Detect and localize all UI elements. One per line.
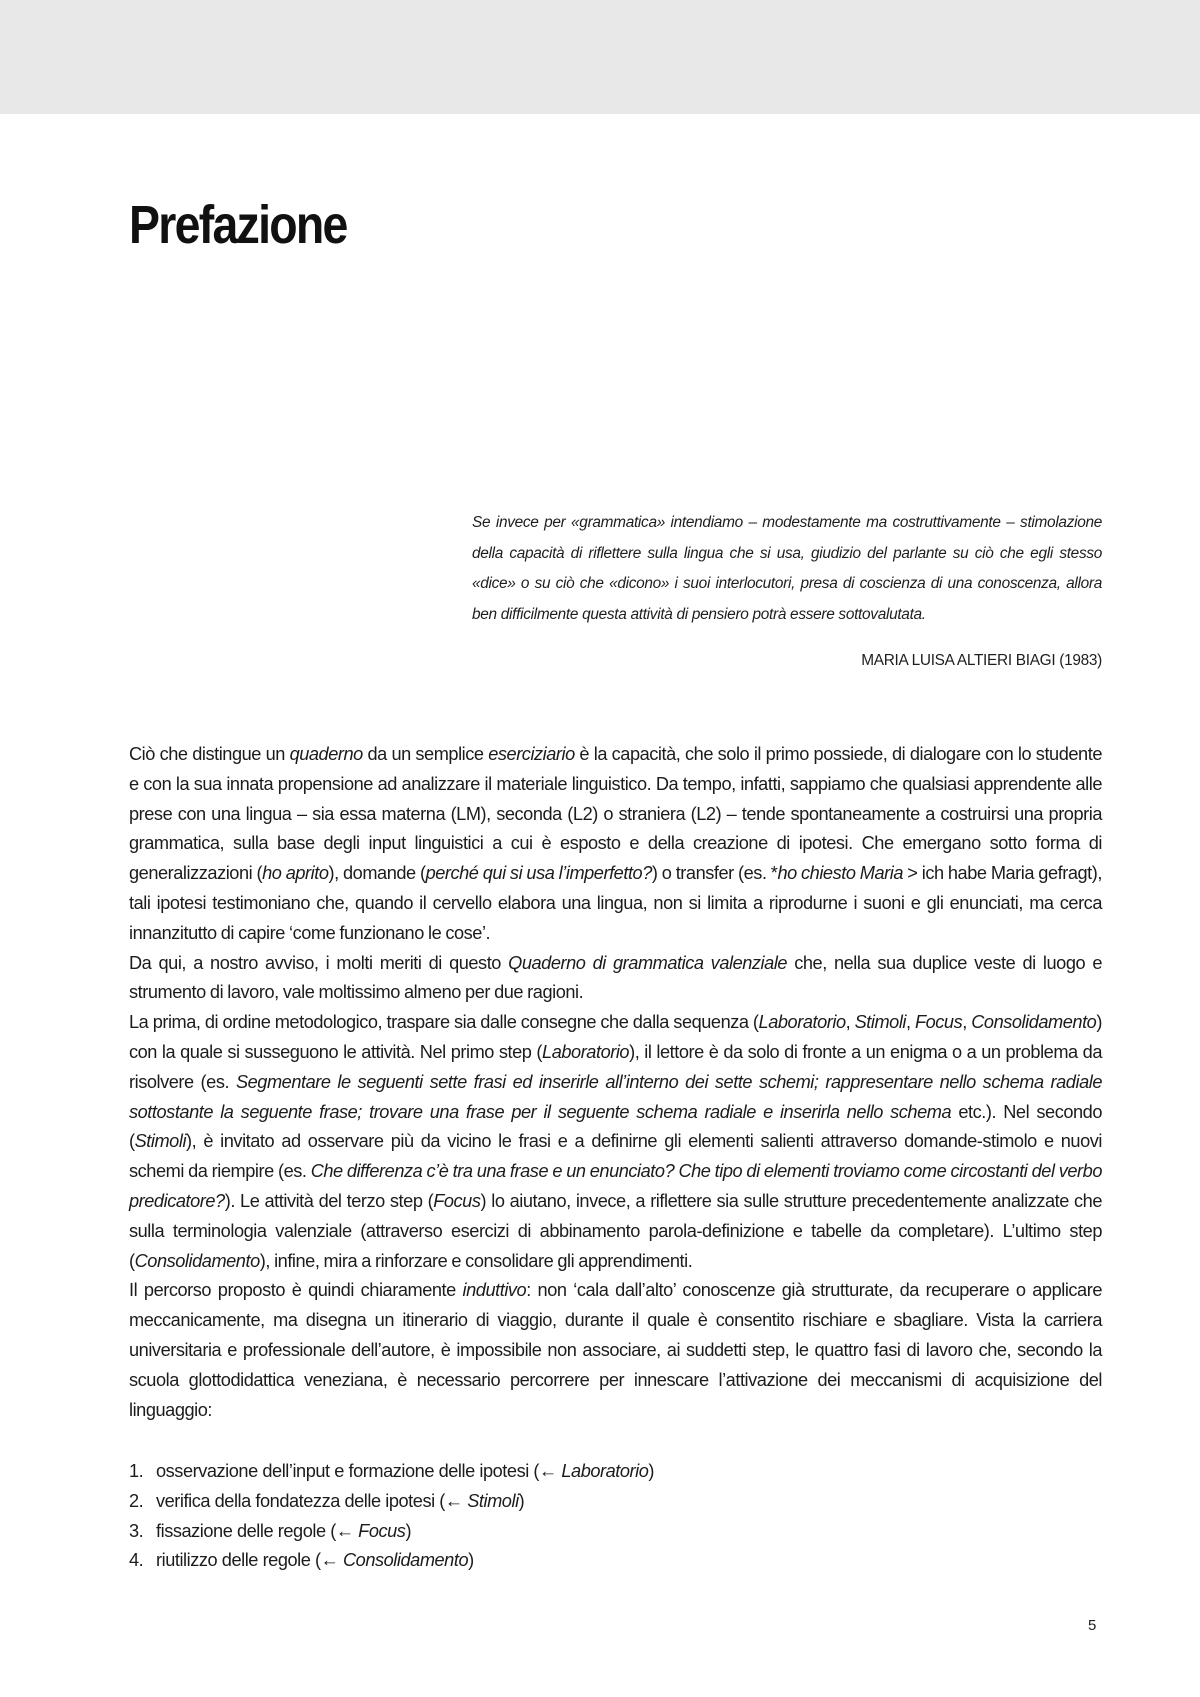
epigraph-author: MARIA LUISA ALTIERI BIAGI (1983) xyxy=(861,652,1102,669)
text-run: verifica della fondatezza delle ipotesi (← xyxy=(156,1490,468,1511)
list-item xyxy=(129,1487,1102,1517)
paragraph xyxy=(129,1008,1102,1276)
text-run: Da qui, a nostro avviso, i molti meriti di questo xyxy=(129,952,509,973)
italic-run: Quaderno di grammatica valenziale xyxy=(508,952,788,973)
italic-run: ho aprito xyxy=(262,863,329,884)
italic-run: Laboratorio xyxy=(758,1012,846,1033)
header-band xyxy=(0,0,1200,114)
list-number: 3. xyxy=(129,1520,144,1541)
italic-run: Laboratorio xyxy=(561,1461,649,1482)
page-number: 5 xyxy=(1088,1617,1097,1634)
italic-run: Stimoli xyxy=(467,1490,519,1511)
text-run: La prima, di ordine metodologico, traspare sia dalle consegne che dalla sequenza ( xyxy=(129,1012,759,1033)
italic-run: ho chiesto Maria xyxy=(777,863,904,884)
paragraph xyxy=(129,740,1102,949)
italic-run: eserciziario xyxy=(488,744,575,764)
list-number: 2. xyxy=(129,1490,144,1511)
text-run: etc.). Nel secondo ( xyxy=(129,1101,1102,1152)
italic-run: Consolidamento xyxy=(134,1250,260,1271)
text-run: : non ‘cala dall’alto’ conoscenze già strutturate, da recuperare o applicare meccanicamente, ma disegna un itinerario di viaggio, durante il quale è consentito rischiare e sbagliare. Vista la carriera universitaria e professionale dell’autore, è impossibile non associare, ai suddetti step, le quattro fasi di lavoro che, secondo la scuola glottodidattica veneziana, è necessario percorrere per innescare l’attivazione dei meccanismi di acquisizione del linguaggio: xyxy=(129,1280,1102,1420)
italic-run: Laboratorio xyxy=(542,1041,630,1062)
text-run: ). Le attività del terzo step ( xyxy=(224,1190,434,1211)
text-run: ), è invitato ad osservare più da vicino le frasi e a definirne gli elementi salienti attraverso domande-stimolo e nuovi schemi da riempire (es. xyxy=(129,1131,1102,1182)
steps-list xyxy=(129,1457,1102,1575)
italic-run: Che differenza c’è tra una frase e un enunciato? Che tipo di elementi troviamo come circostanti del verbo predicatore? xyxy=(129,1161,1102,1211)
italic-run: Consolidamento xyxy=(971,1012,1097,1033)
italic-run: Stimoli xyxy=(134,1131,187,1152)
text-run: da un semplice xyxy=(362,744,489,764)
italic-run: Consolidamento xyxy=(342,1550,469,1571)
italic-run: Stimoli xyxy=(854,1012,906,1033)
text-run: , xyxy=(845,1012,855,1033)
list-number: 1. xyxy=(129,1461,144,1482)
text-run: ), domande ( xyxy=(328,863,426,884)
italic-run: Focus xyxy=(433,1190,481,1211)
italic-run: Focus xyxy=(358,1520,406,1541)
italic-run: induttivo xyxy=(462,1280,527,1301)
text-run: ), il lettore è da solo di fronte a un enigma o a un problema da risolvere (es. xyxy=(129,1041,1102,1092)
text-run: ) xyxy=(468,1550,474,1571)
text-run: ) xyxy=(405,1520,412,1541)
text-run: che, nella sua duplice veste di luogo e strumento di lavoro, vale moltissimo almeno per due ragioni. xyxy=(129,952,1102,1003)
epigraph xyxy=(472,508,1102,670)
text-run: Il percorso proposto è quindi chiaramente xyxy=(129,1280,463,1301)
italic-run: perché qui si usa l’imperfetto? xyxy=(425,863,652,884)
text-run: fissazione delle regole (← xyxy=(156,1520,359,1541)
text-run: è la capacità, che solo il primo possiede, di dialogare con lo studente e con la sua innata propensione ad analizzare il materiale linguistico. Da tempo, infatti, sappiamo che qualsiasi apprendente alle prese con una lingua – sia essa materna (LM), seconda (L2) o straniera (L2) – tende spontaneamente a costruirsi una propria grammatica, sulla base degli input linguistici a cui è esposto e della creazione di ipotesi. Che emergano sotto forma di generalizzazioni ( xyxy=(129,744,1102,884)
paragraph xyxy=(129,1276,1102,1425)
text-run: ) xyxy=(518,1490,525,1511)
text-run: ) con la quale si susseguono le attività. Nel primo step ( xyxy=(129,1012,1102,1062)
text-run: osservazione dell’input e formazione delle ipotesi (← xyxy=(156,1461,562,1482)
epigraph-quote: Se invece per «grammatica» intendiamo – modestamente ma costruttivamente – stimolazione della capacità di riflettere sulla lingua che si usa, giudizio del parlante su ciò che egli stesso «dice» o su ciò che «dicono» i suoi interlocutori, presa di coscienza di una conoscenza, allora ben difficilmente questa attività di pensiero potrà essere sottovalutata. xyxy=(472,514,1102,623)
text-run: riutilizzo delle regole (← xyxy=(156,1550,343,1571)
page-title: Prefazione xyxy=(129,195,347,255)
list-number: 4. xyxy=(129,1550,144,1571)
text-run: Ciò che distingue un xyxy=(129,744,290,764)
paragraph xyxy=(129,949,1102,1009)
body-text xyxy=(129,740,1102,1576)
list-item xyxy=(129,1546,1102,1576)
text-run: > ich habe Maria gefragt), tali ipotesi testimoniano che, quando il cervello elabora una lingua, non si limita a riprodurne i suoni e gli enunciati, ma cerca innanzitutto di capire ‘come funzionano le cose’. xyxy=(129,863,1102,943)
italic-run: Focus xyxy=(914,1012,963,1033)
italic-run: quaderno xyxy=(289,744,363,764)
text-run: ) xyxy=(648,1461,655,1482)
list-item xyxy=(129,1457,1102,1487)
text-run: ) lo aiutano, invece, a riflettere sia sulle strutture precedentemente analizzate che sulla terminologia valenziale (attraverso esercizi di abbinamento parola-definizione e tabelle da completare). L’ultimo step ( xyxy=(129,1190,1102,1271)
list-item xyxy=(129,1517,1102,1547)
text-run: ), infine, mira a rinforzare e consolidare gli apprendimenti. xyxy=(259,1250,693,1271)
text-run: ) o transfer (es. * xyxy=(651,863,778,884)
text-run: , xyxy=(962,1012,972,1033)
italic-run: Segmentare le seguenti sette frasi ed inserirle all’interno dei sette schemi; rappresentare nello schema radiale sottostante la seguente frase; trovare una frase per il seguente schema radiale e inserirla nello schema xyxy=(129,1071,1102,1122)
text-run: , xyxy=(906,1012,915,1033)
